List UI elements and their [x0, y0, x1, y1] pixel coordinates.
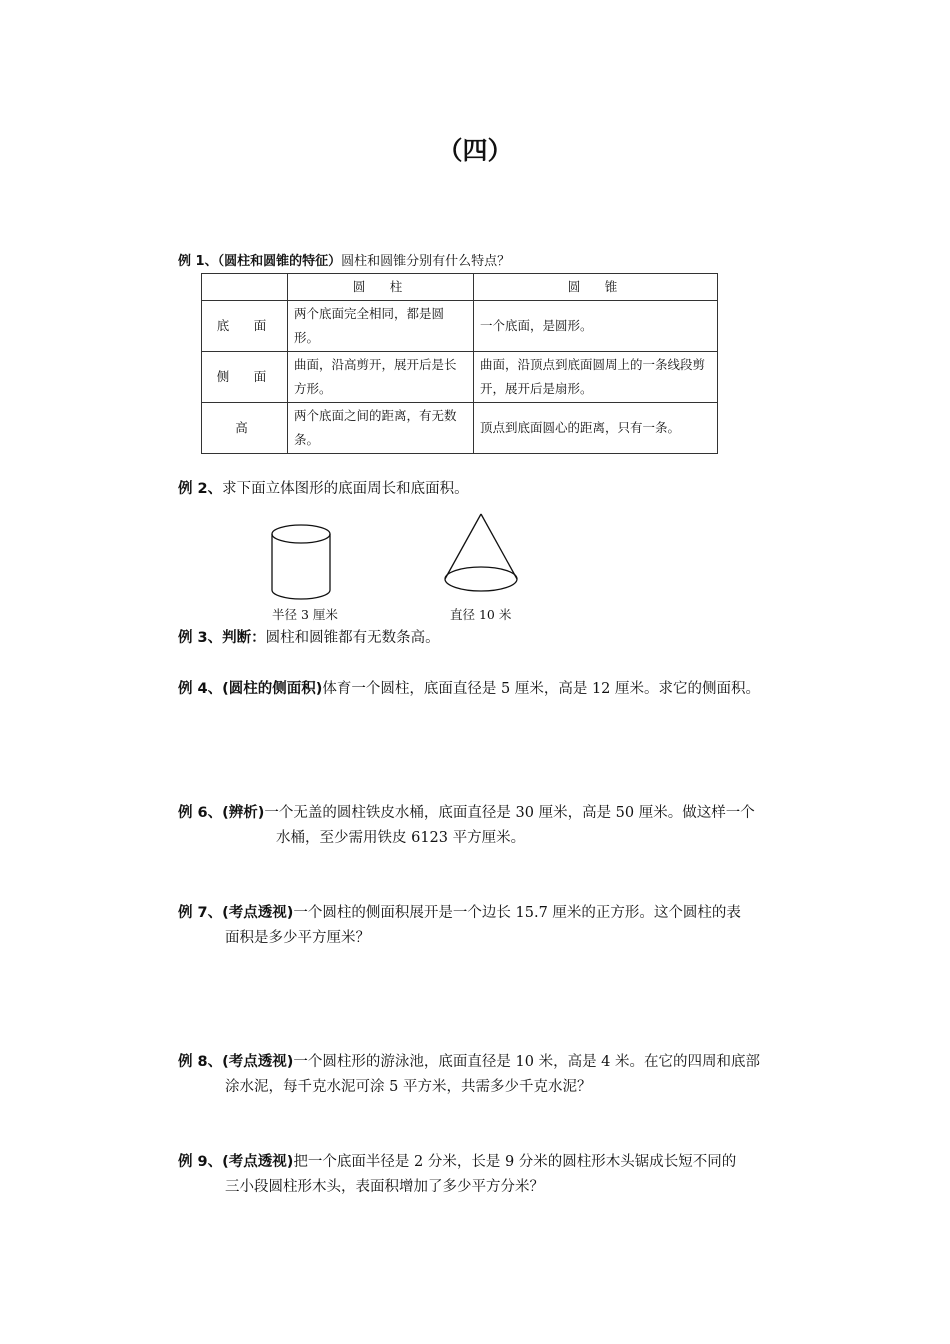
example-7-text: 一个圆柱的侧面积展开是一个边长 15.7 厘米的正方形。这个圆柱的表	[293, 905, 741, 921]
example-6-label: 例 6、	[178, 805, 223, 821]
example-8-text: 一个圆柱形的游泳池，底面直径是 10 米，高是 4 米。在它的四周和底部	[293, 1054, 761, 1070]
cylinder-figure	[272, 525, 330, 599]
example-7-tag: (考点透视)	[222, 905, 294, 921]
example-6-tag: (辨析)	[222, 805, 265, 821]
example-7-label: 例 7、	[178, 905, 223, 921]
table-cell: 曲面，沿顶点到底面圆周上的一条线段剪开，展开后是扇形。	[474, 352, 718, 403]
page-title: （四）	[437, 136, 513, 165]
example-7-continuation: 面积是多少平方厘米？	[225, 930, 370, 946]
example-6-continuation: 水桶，至少需用铁皮 6123 平方厘米。	[276, 830, 526, 846]
example-9	[178, 1150, 736, 1200]
table-header-row	[202, 274, 718, 301]
example-4-text: 体育一个圆柱，底面直径是 5 厘米，高是 12 厘米。求它的侧面积。	[322, 681, 761, 697]
example-9-label: 例 9、	[178, 1154, 223, 1170]
example-2-label: 例 2、	[178, 481, 223, 497]
example-7	[178, 901, 741, 951]
table-row	[202, 301, 718, 352]
example-3-text: 圆柱和圆锥都有无数条高。	[265, 630, 440, 646]
solid-figures	[255, 512, 535, 608]
example-6-text: 一个无盖的圆柱铁皮水桶，底面直径是 30 厘米，高是 50 厘米。做这样一个	[264, 805, 755, 821]
example-1-tag: （圆柱和圆锥的特征）	[217, 254, 342, 269]
example-1	[178, 249, 510, 274]
example-8-label: 例 8、	[178, 1054, 223, 1070]
example-8-tag: (考点透视)	[222, 1054, 294, 1070]
example-8-continuation: 涂水泥，每千克水泥可涂 5 平方米，共需多少千克水泥？	[225, 1079, 592, 1095]
example-9-continuation: 三小段圆柱形木头，表面积增加了多少平方分米？	[225, 1179, 544, 1195]
table-cell: 曲面，沿高剪开，展开后是长方形。	[288, 352, 474, 403]
table-header-cell: 圆 锥	[474, 274, 718, 301]
example-4	[178, 677, 760, 702]
table-cell: 两个底面之间的距离，有无数条。	[288, 403, 474, 454]
table-header-cell	[202, 274, 288, 301]
table-row	[202, 352, 718, 403]
table-row	[202, 403, 718, 454]
example-3	[178, 626, 440, 651]
example-2-text: 求下面立体图形的底面周长和底面积。	[222, 481, 469, 497]
cylinder-caption: 半径 3 厘米	[272, 607, 338, 622]
example-8	[178, 1050, 760, 1100]
cone-caption: 直径 10 米	[450, 607, 512, 622]
example-9-text: 把一个底面半径是 2 分米，长是 9 分米的圆柱形木头锯成长短不同的	[293, 1154, 737, 1170]
example-1-label: 例 1、	[178, 254, 218, 269]
example-4-label: 例 4、	[178, 681, 223, 697]
cone-figure	[445, 514, 517, 591]
example-9-tag: (考点透视)	[222, 1154, 294, 1170]
example-2	[178, 477, 469, 502]
table-cell: 顶点到底面圆心的距离，只有一条。	[474, 403, 718, 454]
example-6	[178, 801, 755, 851]
row-label: 底 面	[202, 301, 288, 352]
example-3-label: 例 3、判断：	[178, 630, 266, 646]
example-1-text: 圆柱和圆锥分别有什么特点？	[341, 254, 511, 269]
feature-table	[201, 273, 718, 454]
table-cell: 一个底面，是圆形。	[474, 301, 718, 352]
table-header-cell: 圆 柱	[288, 274, 474, 301]
table-cell: 两个底面完全相同，都是圆形。	[288, 301, 474, 352]
row-label: 侧 面	[202, 352, 288, 403]
row-label: 高	[202, 403, 288, 454]
example-4-tag: (圆柱的侧面积)	[222, 681, 323, 697]
